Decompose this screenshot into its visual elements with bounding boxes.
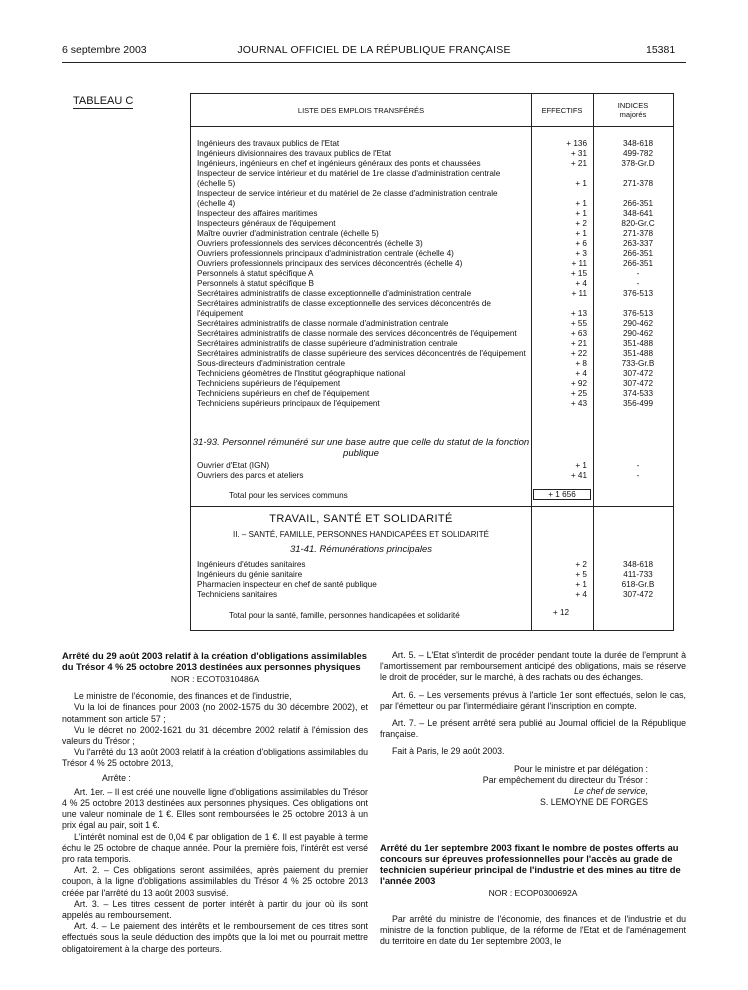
employment-table <box>190 93 674 631</box>
row-effectif: + 21 <box>570 339 587 348</box>
table-row <box>191 139 673 149</box>
rows-group-3 <box>191 560 673 600</box>
rows-group-2 <box>191 461 673 481</box>
table-row <box>191 239 673 249</box>
row-indice: 348-641 <box>622 209 654 218</box>
left-column <box>62 650 368 955</box>
row-label: Techniciens supérieurs en chef de l'équipement <box>197 389 370 398</box>
article-7: Art. 7. – Le présent arrêté sera publié au Journal officiel de la République française. <box>380 718 686 740</box>
row-label: Ouvriers des parcs et ateliers <box>197 471 304 480</box>
total-services-label: Total pour les services communs <box>229 491 348 500</box>
paragraph: Le ministre de l'économie, des finances et de l'industrie, <box>74 691 292 702</box>
table-row <box>191 349 673 359</box>
row-label: Techniciens géomètres de l'Institut géographique national <box>197 369 406 378</box>
table-row <box>191 189 673 209</box>
row-label: Personnels à statut spécifique A <box>197 269 314 278</box>
table-row <box>191 269 673 279</box>
row-indice: 618-Gr.B <box>621 580 655 589</box>
row-label: Ingénieurs des travaux publics de l'Etat <box>197 139 340 148</box>
row-indice: 820-Gr.C <box>621 219 655 228</box>
row-label: Pharmacien inspecteur en chef de santé publique <box>197 580 377 589</box>
row-effectif: + 25 <box>570 389 587 398</box>
row-indice: 376-513 <box>622 309 654 318</box>
row-label: Secrétaires administratifs de classe exceptionnelle des services déconcentrés de l'équipement <box>197 299 491 318</box>
row-effectif: + 31 <box>570 149 587 158</box>
row-indice: - <box>636 269 640 278</box>
row-effectif: + 5 <box>575 570 587 579</box>
article-2: Art. 2. – Ces obligations seront assimilées, après paiement du premier coupon, à la ligne d'obligations assimilables du Trésor 4 % 25 octobre 2013 créée par l'arrêté du 13 août 2003 susvisé. <box>62 865 368 898</box>
rows-group-1 <box>191 139 673 409</box>
row-effectif: + 2 <box>575 560 587 569</box>
subheading-31-41: 31-41. Rémunérations principales <box>289 544 433 555</box>
row-effectif: + 11 <box>571 259 587 268</box>
arrete-label: Arrête : <box>102 772 131 783</box>
row-effectif: + 41 <box>570 471 587 480</box>
arrete1-title: Arrêté du 29 août 2003 relatif à la création d'obligations assimilables du Trésor 4 % 25 octobre 2013 destinées aux personnes physiques <box>62 650 367 672</box>
table-row <box>191 590 673 600</box>
row-effectif: + 43 <box>570 399 587 408</box>
row-indice: - <box>636 279 640 288</box>
subheading-31-93: 31-93. Personnel rémunéré sur une base autre que celle du statut de la fonction publique <box>192 437 530 459</box>
row-effectif: + 21 <box>570 159 587 168</box>
row-indice: 307-472 <box>622 590 654 599</box>
arrete2-title: Arrêté du 1er septembre 2003 fixant le nombre de postes offerts au concours sur épreuves professionnelles pour l'accès au grade de technicien supérieur principal de l'industrie et des mines au titre de l'année 2003 <box>380 842 681 887</box>
table-row <box>191 329 673 339</box>
row-indice: 266-351 <box>622 199 654 208</box>
arrete2-nor: NOR : ECOP0300692A <box>488 888 578 899</box>
table-row <box>191 259 673 269</box>
row-indice: 271-378 <box>622 229 654 238</box>
row-label: Techniciens supérieurs de l'équipement <box>197 379 341 388</box>
row-effectif: + 2 <box>575 219 587 228</box>
row-indice: 266-351 <box>622 249 654 258</box>
row-effectif: + 11 <box>571 289 587 298</box>
paragraph: Par arrêté du ministre de l'économie, des finances et de l'industrie et du ministre de la fonction publique, de la réforme de l'Etat et de l'aménagement du territoire en date du 1er septembre 2003, le <box>380 913 686 947</box>
total-sante-value: + 12 <box>552 608 570 617</box>
table-row <box>191 379 673 389</box>
table-row <box>191 299 673 319</box>
table-tag: TABLEAU C <box>73 95 134 107</box>
row-indice: 348-618 <box>622 139 654 148</box>
row-indice: - <box>636 461 640 470</box>
row-label: Ouvrier d'Etat (IGN) <box>197 461 270 470</box>
signature-line: Le chef de service, <box>574 786 648 797</box>
row-label: Personnels à statut spécifique B <box>197 279 314 288</box>
col-header-indices: INDICES majorés <box>617 101 649 119</box>
header-divider <box>191 126 673 127</box>
row-effectif: + 136 <box>566 139 587 148</box>
signature-line: Par empêchement du directeur du Trésor : <box>482 774 648 785</box>
table-row <box>191 369 673 379</box>
row-indice: 348-618 <box>622 560 654 569</box>
table-row <box>191 149 673 159</box>
row-label: Ouvriers professionnels des services déconcentrés (échelle 3) <box>197 239 423 248</box>
paragraph: Vu la loi de finances pour 2003 (no 2002-1575 du 30 décembre 2002), et notamment son article 57 ; <box>62 702 368 724</box>
article-5: Art. 5. – L'Etat s'interdit de procéder pendant toute la durée de l'emprunt à l'amortissement par remboursement anticipé des obligations, mais se réserve le droit de procéder, sur le marché, à des rachats ou des échanges. <box>380 650 686 683</box>
row-effectif: + 55 <box>570 319 587 328</box>
table-row <box>191 461 673 471</box>
row-indice: 374-533 <box>622 389 654 398</box>
article-1: Art. 1er. – Il est créé une nouvelle ligne d'obligations assimilables du Trésor 4 % 25 octobre 2013 destinées aux personnes physiques. Ces obligations ont une valeur nominale de 1 €. Elles sont remboursées le 25 octobre 2013 à un prix égal au pair, soit 1 €. <box>62 786 368 831</box>
row-indice: 356-499 <box>622 399 654 408</box>
paragraph: Vu l'arrêté du 13 août 2003 relatif à la création d'obligations assimilables du Trésor 4 % 25 octobre 2013, <box>62 747 368 769</box>
journal-title: JOURNAL OFFICIEL DE LA RÉPUBLIQUE FRANÇAISE <box>237 44 511 56</box>
table-row <box>191 580 673 590</box>
table-row <box>191 389 673 399</box>
row-effectif: + 4 <box>575 279 587 288</box>
row-effectif: + 1 <box>575 229 587 238</box>
row-effectif: + 13 <box>570 309 587 318</box>
row-indice: 307-472 <box>622 369 654 378</box>
row-label: Ouvriers professionnels principaux des services déconcentrés (échelle 4) <box>197 259 463 268</box>
row-effectif: + 63 <box>570 329 587 338</box>
row-indice: 290-462 <box>622 329 654 338</box>
row-label: Inspecteurs généraux de l'équipement <box>197 219 336 228</box>
table-row <box>191 560 673 570</box>
table-row <box>191 169 673 189</box>
table-row <box>191 209 673 219</box>
right-column <box>380 650 686 947</box>
row-label: Secrétaires administratifs de classe normale des services déconcentrés de l'équipement <box>197 329 517 338</box>
row-indice: 263-337 <box>622 239 654 248</box>
page-header <box>0 44 748 58</box>
total-sante-label: Total pour la santé, famille, personnes handicapées et solidarité <box>229 611 460 620</box>
row-label: Inspecteur des affaires maritimes <box>197 209 318 218</box>
row-label: Inspecteur de service intérieur et du matériel de 2e classe d'administration centrale (échelle 4) <box>197 189 498 208</box>
row-label: Ingénieurs, ingénieurs en chef et ingénieurs généraux des ponts et chaussées <box>197 159 481 168</box>
row-label: Sous-directeurs d'administration centrale <box>197 359 346 368</box>
table-row <box>191 289 673 299</box>
row-indice: 411-733 <box>623 570 653 579</box>
table-row <box>191 359 673 369</box>
row-effectif: + 15 <box>570 269 587 278</box>
row-effectif: + 1 <box>575 209 587 218</box>
row-effectif: + 22 <box>570 349 587 358</box>
row-indice: 733-Gr.B <box>621 359 655 368</box>
table-row <box>191 339 673 349</box>
signature-line: Pour le ministre et par délégation : <box>514 763 648 774</box>
row-label: Secrétaires administratifs de classe supérieure des services déconcentrés de l'équipement <box>197 349 526 358</box>
table-row <box>191 319 673 329</box>
row-indice: 378-Gr.D <box>621 159 655 168</box>
signatory: S. LEMOYNE DE FORGES <box>539 797 648 808</box>
row-effectif: + 1 <box>575 179 587 188</box>
article-6: Art. 6. – Les versements prévus à l'article 1er sont effectués, selon le cas, par l'émetteur ou par l'intermédiaire gérant l'inscription en compte. <box>380 689 686 711</box>
table-row <box>191 219 673 229</box>
row-indice: 376-513 <box>622 289 654 298</box>
col-header-effectifs: EFFECTIFS <box>541 106 583 115</box>
article-3: Art. 3. – Les titres cessent de porter intérêt à partir du jour où ils sont appelés au remboursement. <box>62 898 368 921</box>
row-effectif: + 92 <box>570 379 587 388</box>
row-indice: 351-488 <box>622 339 654 348</box>
row-label: Techniciens sanitaires <box>197 590 278 599</box>
row-effectif: + 4 <box>575 590 587 599</box>
section-divider <box>191 506 673 507</box>
row-effectif: + 6 <box>575 239 587 248</box>
table-row <box>191 159 673 169</box>
row-indice: 351-488 <box>622 349 654 358</box>
row-indice: - <box>636 471 640 480</box>
table-row <box>191 471 673 481</box>
header-date: 6 septembre 2003 <box>62 44 147 56</box>
total-services-value: + 1 656 <box>533 489 591 500</box>
article-4: Art. 4. – Le paiement des intérêts et le remboursement de ces titres sont effectués sous la seule déduction des impôts que la loi met ou pourrait mettre obligatoirement à la charge des porteurs. <box>62 921 368 954</box>
page-number: 15381 <box>646 44 676 56</box>
row-label: Secrétaires administratifs de classe exceptionnelle d'administration centrale <box>197 289 472 298</box>
row-indice: 266-351 <box>622 259 654 268</box>
row-indice: 499-782 <box>622 149 654 158</box>
row-label: Ingénieurs d'études sanitaires <box>197 560 306 569</box>
row-effectif: + 1 <box>575 199 587 208</box>
row-effectif: + 8 <box>575 359 587 368</box>
row-indice: 271-378 <box>622 179 654 188</box>
row-label: Maître ouvrier d'administration centrale (échelle 5) <box>197 229 379 238</box>
arrete1-nor: NOR : ECOT0310486A <box>170 674 260 684</box>
row-effectif: + 1 <box>575 461 587 470</box>
row-effectif: + 4 <box>575 369 587 378</box>
row-label: Ouvriers professionnels principaux d'administration centrale (échelle 4) <box>197 249 454 258</box>
row-label: Secrétaires administratifs de classe normale d'administration centrale <box>197 319 449 328</box>
table-row <box>191 229 673 239</box>
row-indice: 307-472 <box>622 379 654 388</box>
row-indice: 290-462 <box>622 319 654 328</box>
row-effectif: + 3 <box>575 249 587 258</box>
section-title: TRAVAIL, SANTÉ ET SOLIDARITÉ <box>269 513 453 525</box>
row-label: Ingénieurs du génie sanitaire <box>197 570 303 579</box>
fait-a-paris: Fait à Paris, le 29 août 2003. <box>392 746 505 757</box>
row-label: Inspecteur de service intérieur et du matériel de 1re classe d'administration centrale (échelle 5) <box>197 169 501 188</box>
table-row <box>191 249 673 259</box>
col-header-liste: LISTE DES EMPLOIS TRANSFÉRÉS <box>297 106 425 115</box>
row-effectif: + 1 <box>575 580 587 589</box>
row-label: Techniciens supérieurs principaux de l'équipement <box>197 399 380 408</box>
paragraph: Vu le décret no 2002-1621 du 31 décembre 2002 relatif à l'émission des valeurs du Trésor ; <box>62 724 368 747</box>
row-label: Ingénieurs divisionnaires des travaux publics de l'Etat <box>197 149 392 158</box>
table-row <box>191 279 673 289</box>
article-1-continued: L'intérêt nominal est de 0,04 € par obligation de 1 €. Il est payable à terme échu le 25 octobre de chaque année. Pour la première fois, l'intérêt est versé pro rata temporis. <box>62 831 368 865</box>
table-row <box>191 570 673 580</box>
section-subtitle: II. – SANTÉ, FAMILLE, PERSONNES HANDICAPÉES ET SOLIDARITÉ <box>233 530 489 539</box>
row-label: Secrétaires administratifs de classe supérieure d'administration centrale <box>197 339 458 348</box>
header-rule <box>62 62 686 63</box>
table-row <box>191 399 673 409</box>
